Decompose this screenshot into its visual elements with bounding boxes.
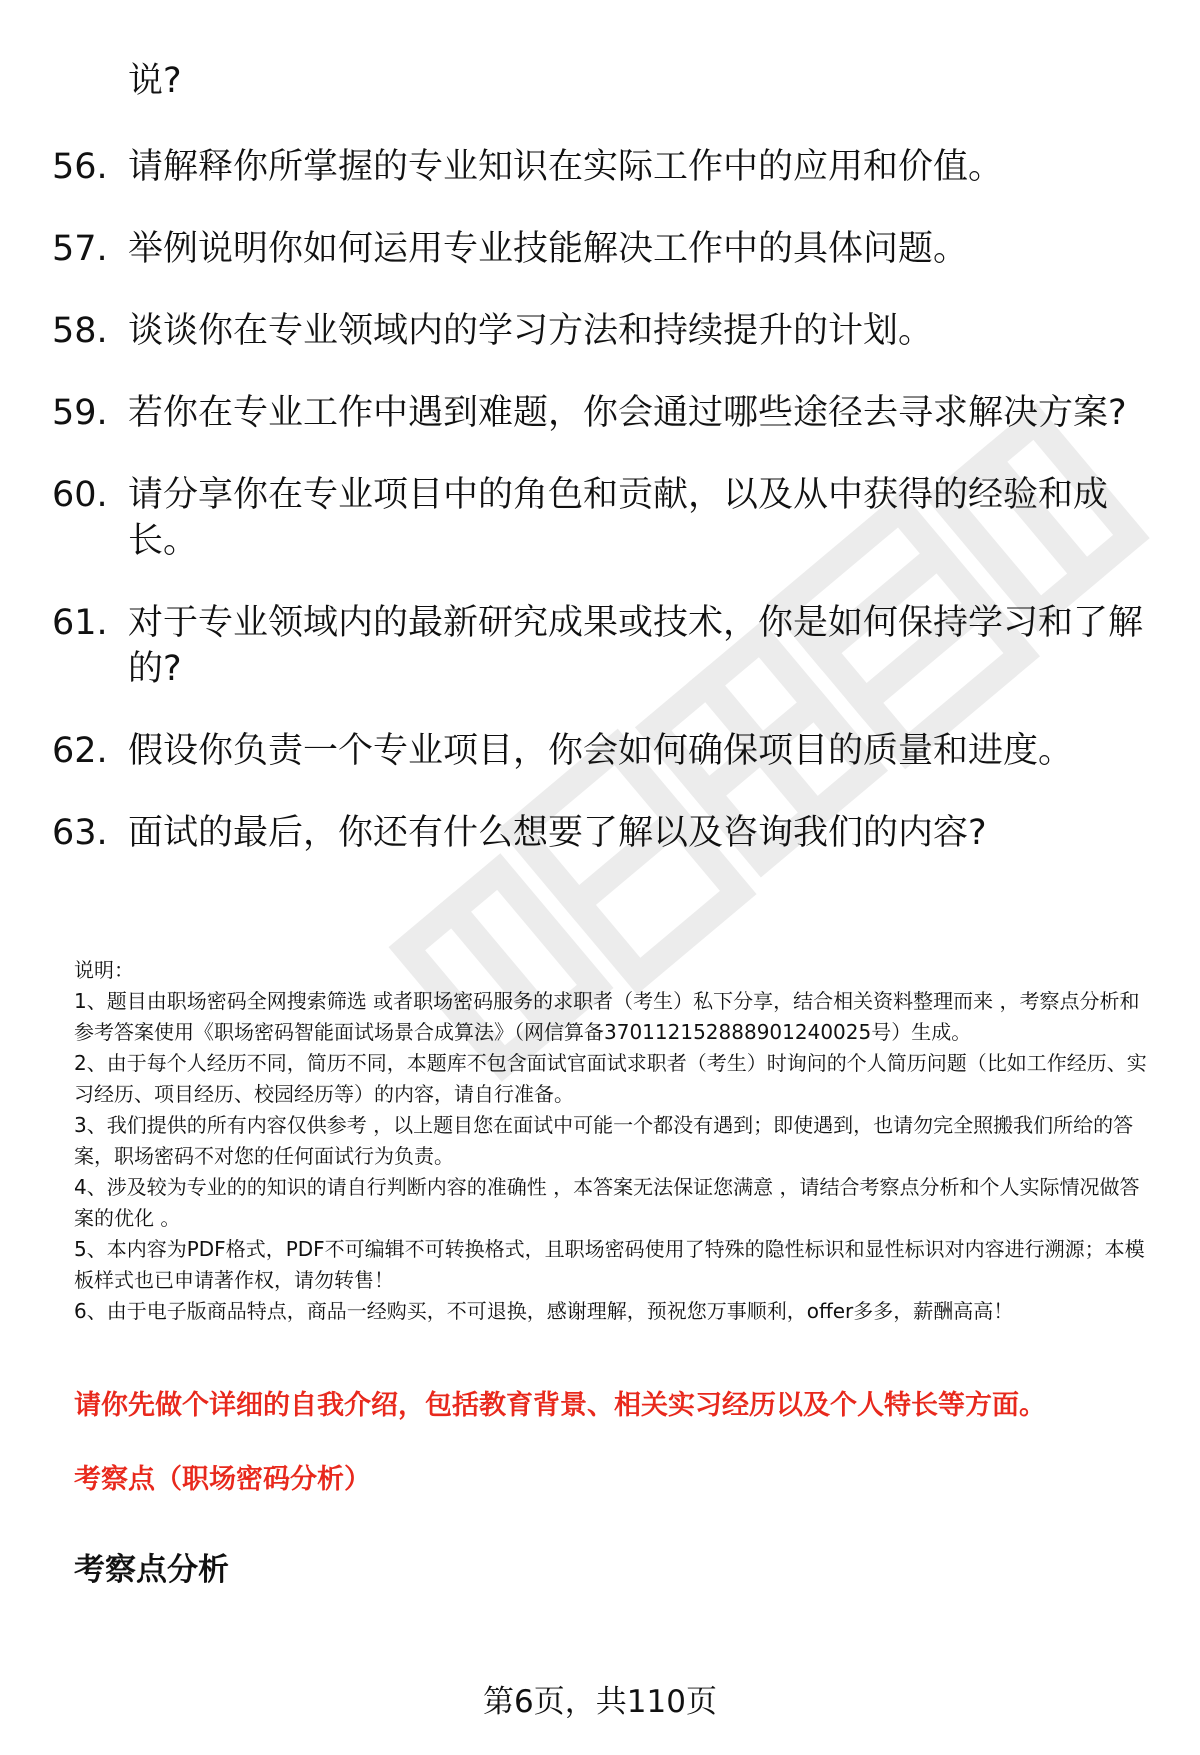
question-item	[52, 308, 1152, 354]
question-number: 61.	[52, 603, 108, 643]
question-text: 请解释你所掌握的专业知识在实际工作中的应用和价值。	[128, 147, 1004, 187]
highlight-question: 请你先做个详细的自我介绍，包括教育背景、相关实习经历以及个人特长等方面。	[74, 1390, 1046, 1421]
page-number: 第6页，共110页	[483, 1684, 717, 1720]
question-number: 57.	[52, 229, 108, 269]
question-list	[52, 144, 1152, 892]
question-item	[52, 390, 1152, 436]
question-text: 请分享你在专业项目中的角色和贡献，以及从中获得的经验和成长。	[128, 475, 1109, 561]
question-text: 若你在专业工作中遇到难题，你会通过哪些途径去寻求解决方案?	[128, 393, 1127, 433]
question-number: 56.	[52, 147, 108, 187]
section-title: 考察点分析	[74, 1552, 229, 1588]
question-item	[52, 810, 1152, 856]
disclaimer-notes	[74, 955, 1154, 1327]
question-item	[52, 226, 1152, 272]
notes-heading: 说明：	[74, 958, 134, 982]
question-number: 62.	[52, 731, 108, 771]
highlight-sub-label: 考察点（职场密码分析）	[74, 1464, 371, 1495]
question-text: 假设你负责一个专业项目，你会如何确保项目的质量和进度。	[128, 731, 1074, 771]
question-text: 举例说明你如何运用专业技能解决工作中的具体问题。	[128, 229, 969, 269]
question-item	[52, 600, 1152, 692]
question-number: 63.	[52, 813, 108, 853]
question-item	[52, 728, 1152, 774]
note-item: 5、本内容为PDF格式，PDF不可编辑不可转换格式，且职场密码使用了特殊的隐性标识和显性标识对内容进行溯源；本模板样式也已申请著作权，请勿转售！	[74, 1237, 1145, 1292]
question-item	[52, 472, 1152, 564]
question-text: 谈谈你在专业领域内的学习方法和持续提升的计划。	[128, 311, 934, 351]
question-text: 面试的最后，你还有什么想要了解以及咨询我们的内容?	[128, 813, 987, 853]
note-item: 6、由于电子版商品特点，商品一经购买，不可退换，感谢理解，预祝您万事顺利，offer多多，薪酬高高！	[74, 1299, 1014, 1323]
question-number: 59.	[52, 393, 108, 433]
note-item: 2、由于每个人经历不同，简历不同，本题库不包含面试官面试求职者（考生）时询问的个人简历问题（比如工作经历、实习经历、项目经历、校园经历等）的内容，请自行准备。	[74, 1051, 1147, 1106]
question-number: 58.	[52, 311, 108, 351]
note-item: 4、涉及较为专业的的知识的请自行判断内容的准确性 ，本答案无法保证您满意 ，请结合考察点分析和个人实际情况做答案的优化 。	[74, 1175, 1140, 1230]
question-text: 对于专业领域内的最新研究成果或技术，你是如何保持学习和了解的?	[128, 603, 1144, 689]
note-item: 1、题目由职场密码全网搜索筛选 或者职场密码服务的求职者（考生）私下分享，结合相关资料整理而来 ，考察点分析和参考答案使用《职场密码智能面试场景合成算法》（网信算备370112152888901240025号）生成。	[74, 989, 1140, 1044]
question-continuation: 说?	[128, 61, 182, 101]
note-item: 3、我们提供的所有内容仅供参考 ，以上题目您在面试中可能一个都没有遇到；即使遇到，也请勿完全照搬我们所给的答案，职场密码不对您的任何面试行为负责。	[74, 1113, 1134, 1168]
question-number: 60.	[52, 475, 108, 515]
question-item	[52, 144, 1152, 190]
